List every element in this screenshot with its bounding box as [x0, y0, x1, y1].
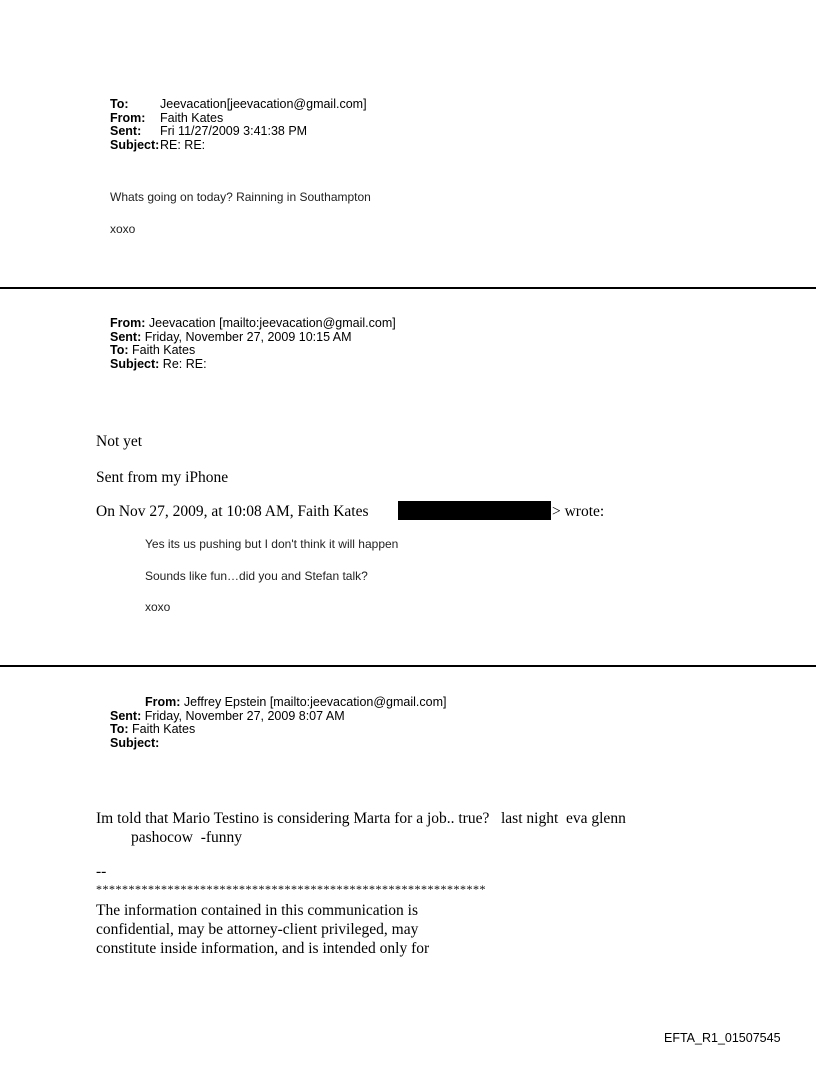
email2-body-line1: Not yet [96, 433, 143, 450]
email2-subject-label: Subject: [110, 356, 160, 371]
email3-sent-value: Friday, November 27, 2009 8:07 AM [144, 708, 345, 723]
email2-sent-row [110, 331, 396, 345]
email1-sent-value: Fri 11/27/2009 3:41:38 PM [160, 124, 308, 138]
email1-from-label: From: [110, 110, 146, 125]
email2-quoted-line3: xoxo [145, 600, 171, 614]
email2-to-label: To: [110, 343, 129, 357]
email1-body-line1: Whats going on today? Rainning in Southampton [110, 190, 371, 204]
email2-quote-intro-tail: > wrote: [552, 503, 605, 520]
email2-from-label: From: [110, 316, 146, 330]
email2-to-value: Faith Kates [132, 343, 196, 357]
email3-to-row [110, 723, 446, 737]
email3-from-label: From: [145, 695, 181, 709]
email1-header [110, 98, 367, 152]
email2-subject-row [110, 358, 396, 372]
email3-sent-label: Sent: [110, 708, 142, 723]
email2-quote-intro: On Nov 27, 2009, at 10:08 AM, Faith Kates [96, 503, 369, 520]
email2-from-value: Jeevacation [mailto:jeevacation@gmail.com] [148, 316, 396, 330]
email3-from-row [110, 696, 446, 710]
email3-sent-row [110, 710, 446, 724]
email1-subject-label: Subject: [110, 137, 160, 152]
email2-to-row [110, 344, 396, 358]
email3-body-line2: pashocow -funny [131, 829, 243, 846]
email1-sent-row [110, 125, 367, 139]
email3-to-value: Faith Kates [132, 722, 196, 736]
separator-1 [0, 287, 816, 289]
email3-from-value: Jeffrey Epstein [mailto:jeevacation@gmail.com] [183, 695, 447, 709]
signature-dash: -- [96, 863, 107, 880]
disclaimer-line2: confidential, may be attorney-client privileged, may [96, 921, 419, 938]
email2-body-line2: Sent from my iPhone [96, 469, 229, 486]
email1-subject-value: RE: RE: [160, 137, 206, 152]
disclaimer-line1: The information contained in this communication is [96, 902, 418, 919]
separator-2 [0, 665, 816, 667]
email2-sent-value: Friday, November 27, 2009 10:15 AM [144, 329, 352, 344]
email3-subject-row [110, 737, 446, 751]
email1-from-row [110, 112, 367, 126]
email2-sent-label: Sent: [110, 329, 142, 344]
email1-to-value: Jeevacation[jeevacation@gmail.com] [160, 97, 367, 111]
email3-to-label: To: [110, 722, 129, 736]
email1-body-line2: xoxo [110, 222, 136, 236]
email3-body-line1: Im told that Mario Testino is considering Marta for a job.. true? last night eva glenn [96, 810, 626, 827]
email1-from-value: Faith Kates [160, 110, 224, 125]
email2-from-row [110, 317, 396, 331]
disclaimer-line3: constitute inside information, and is intended only for [96, 940, 430, 957]
redaction-box [398, 501, 551, 520]
email2-header [110, 317, 396, 371]
email3-subject-label: Subject: [110, 735, 160, 750]
email2-quoted-line2: Sounds like fun…did you and Stefan talk? [145, 569, 368, 583]
document-id: EFTA_R1_01507545 [664, 1031, 781, 1045]
email1-subject-row [110, 139, 367, 153]
email1-to-label: To: [110, 97, 129, 111]
email2-subject-value: Re: RE: [162, 356, 207, 371]
email1-to-row [110, 98, 367, 112]
signature-stars: ************************************************************ [96, 882, 486, 896]
email3-header [110, 696, 446, 750]
email1-sent-label: Sent: [110, 124, 142, 138]
email2-quoted-line1: Yes its us pushing but I don't think it will happen [145, 537, 399, 551]
